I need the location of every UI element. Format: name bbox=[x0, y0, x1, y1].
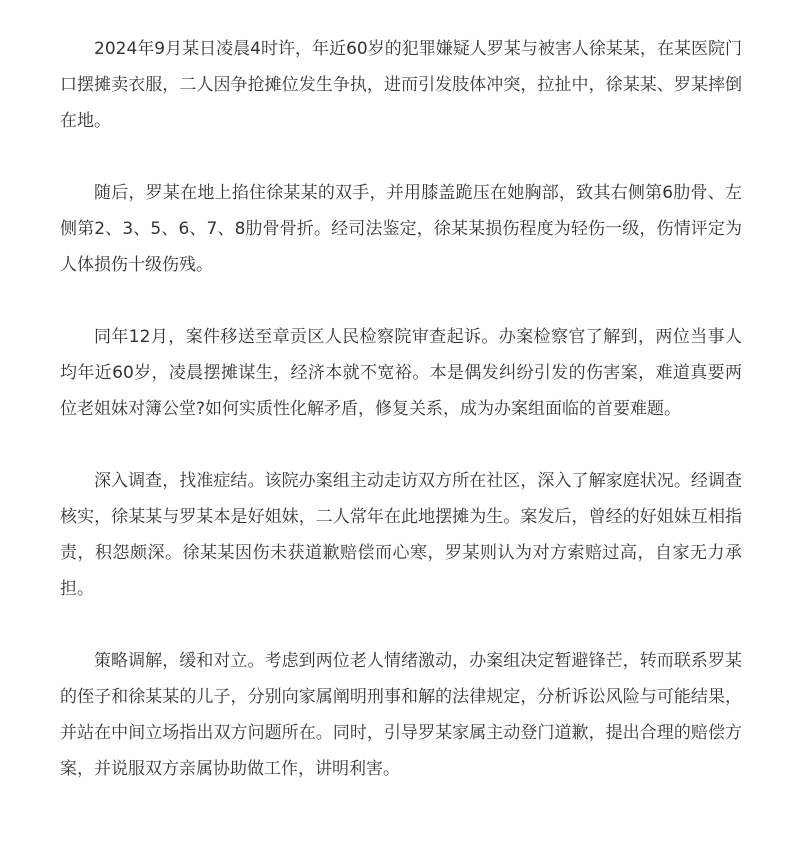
paragraph-mediation: 策略调解，缓和对立。考虑到两位老人情绪激动，办案组决定暂避锋芒，转而联系罗某的侄子和徐某某的儿子，分别向家属阐明刑事和解的法律规定，分析诉讼风险与可能结果，并站在中间立场指出双方问题所在。同时，引导罗某家属主动登门道歉，提出合理的赔偿方案，并说服双方亲属协助做工作，讲明利害。 bbox=[60, 651, 742, 779]
paragraph-prosecution: 同年12月，案件移送至章贡区人民检察院审查起诉。办案检察官了解到，两位当事人均年近60岁，凌晨摆摊谋生，经济本就不宽裕。本是偶发纠纷引发的伤害案，难道真要两位老姐妹对簿公堂?如何实质性化解矛盾，修复关系，成为办案组面临的首要难题。 bbox=[60, 327, 742, 419]
paragraph-injury: 随后，罗某在地上掐住徐某某的双手，并用膝盖跪压在她胸部，致其右侧第6肋骨、左侧第2、3、5、6、7、8肋骨骨折。经司法鉴定，徐某某损伤程度为轻伤一级，伤情评定为人体损伤十级伤残。 bbox=[60, 183, 742, 275]
paragraph-investigation: 深入调查，找准症结。该院办案组主动走访双方所在社区，深入了解家庭状况。经调查核实，徐某某与罗某本是好姐妹，二人常年在此地摆摊为生。案发后，曾经的好姐妹互相指责，积怨颇深。徐某某因伤未获道歉赔偿而心寒，罗某则认为对方索赔过高，自家无力承担。 bbox=[60, 471, 742, 599]
article-body bbox=[60, 31, 742, 787]
paragraph-incident: 2024年9月某日凌晨4时许，年近60岁的犯罪嫌疑人罗某与被害人徐某某，在某医院门口摆摊卖衣服，二人因争抢摊位发生争执，进而引发肢体冲突，拉扯中，徐某某、罗某摔倒在地。 bbox=[60, 39, 742, 131]
